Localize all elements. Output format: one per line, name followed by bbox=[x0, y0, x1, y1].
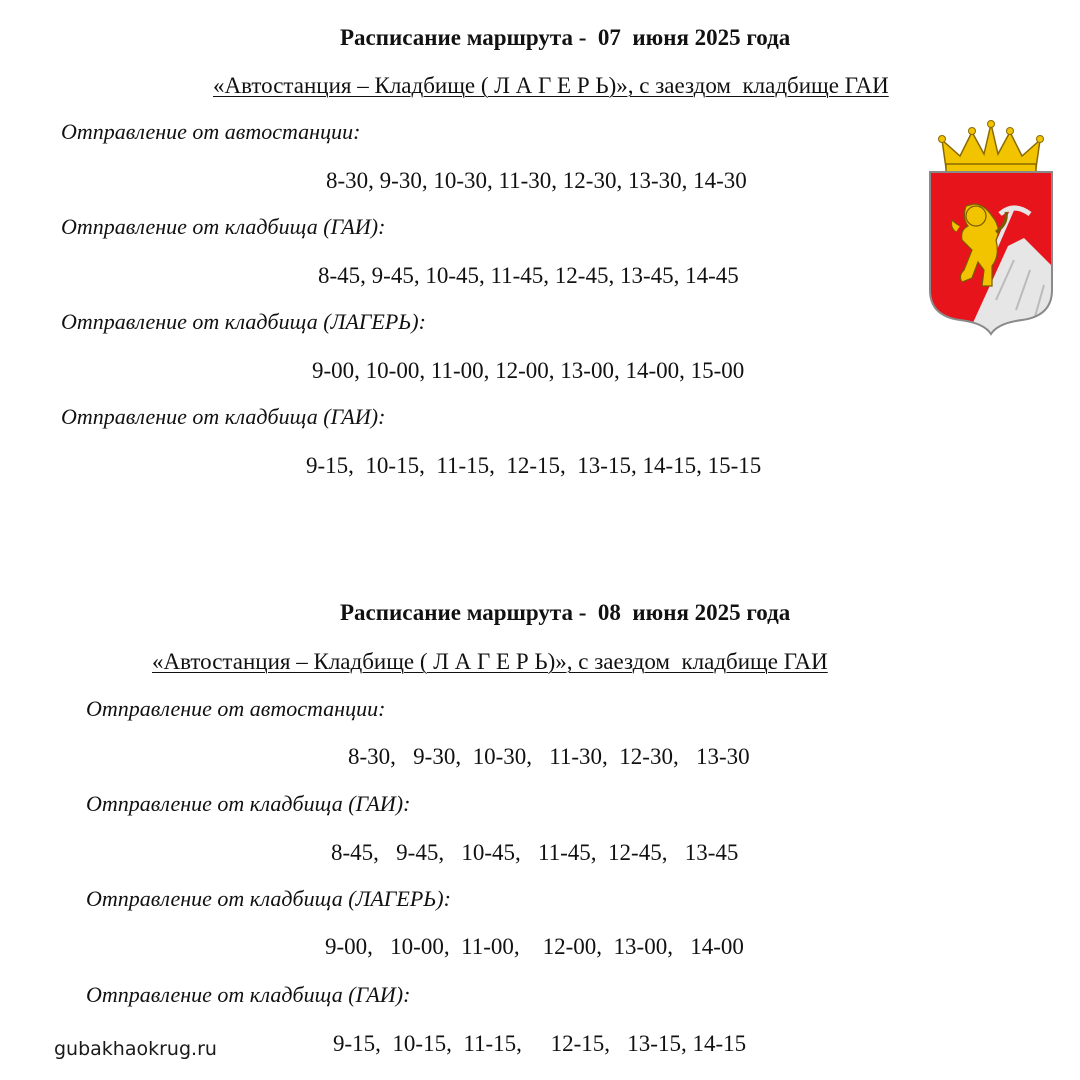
departure-times: 9-00, 10-00, 11-00, 12-00, 13-00, 14-00, 15-00 bbox=[312, 358, 745, 383]
departure-times: 8-30, 9-30, 10-30, 11-30, 12-30, 13-30 bbox=[348, 744, 750, 769]
departure-times: 9-15, 10-15, 11-15, 12-15, 13-15, 14-15 bbox=[333, 1031, 747, 1056]
departure-label: Отправление от автостанции: bbox=[61, 119, 361, 144]
crown-icon bbox=[939, 121, 1044, 173]
route-name: «Автостанция – Кладбище ( Л А Г Е Р Ь)», с заездом кладбище ГАИ bbox=[213, 73, 889, 98]
departure-label: Отправление от автостанции: bbox=[86, 696, 386, 721]
coat-of-arms-icon bbox=[926, 120, 1056, 338]
departure-label: Отправление от кладбища (ЛАГЕРЬ): bbox=[61, 309, 426, 334]
departure-label: Отправление от кладбища (ЛАГЕРЬ): bbox=[86, 886, 451, 911]
departure-times: 8-45, 9-45, 10-45, 11-45, 12-45, 13-45, 14-45 bbox=[318, 263, 739, 288]
departure-label: Отправление от кладбища (ГАИ): bbox=[86, 791, 411, 816]
departure-label: Отправление от кладбища (ГАИ): bbox=[61, 404, 386, 429]
schedule-title: Расписание маршрута - 07 июня 2025 года bbox=[340, 25, 791, 50]
departure-times: 9-00, 10-00, 11-00, 12-00, 13-00, 14-00 bbox=[325, 934, 744, 959]
departure-label: Отправление от кладбища (ГАИ): bbox=[61, 214, 386, 239]
route-name: «Автостанция – Кладбище ( Л А Г Е Р Ь)», с заездом кладбище ГАИ bbox=[152, 649, 828, 674]
departure-times: 8-45, 9-45, 10-45, 11-45, 12-45, 13-45 bbox=[331, 840, 739, 865]
site-watermark: gubakhaokrug.ru bbox=[50, 1038, 221, 1060]
schedule-title: Расписание маршрута - 08 июня 2025 года bbox=[340, 600, 791, 625]
departure-times: 8-30, 9-30, 10-30, 11-30, 12-30, 13-30, 14-30 bbox=[326, 168, 747, 193]
departure-label: Отправление от кладбища (ГАИ): bbox=[86, 982, 411, 1007]
departure-times: 9-15, 10-15, 11-15, 12-15, 13-15, 14-15, 15-15 bbox=[306, 453, 762, 478]
